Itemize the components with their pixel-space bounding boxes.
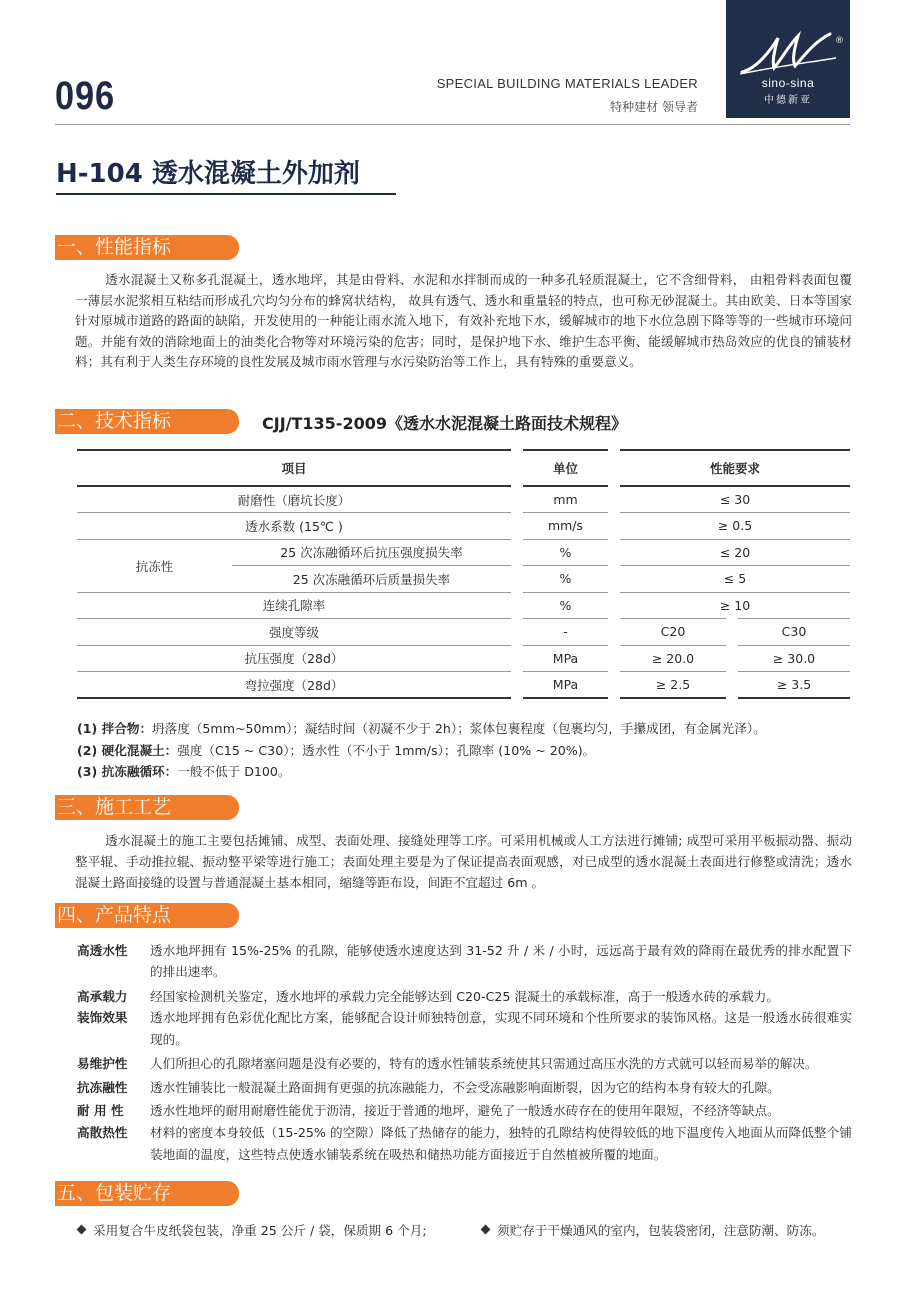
section-heading-packaging: 五、包装贮存 — [55, 1181, 239, 1206]
header-divider — [55, 124, 850, 125]
feature-key: 耐 用 性 — [77, 1102, 124, 1118]
logo-text-en: sino-sina — [761, 76, 815, 90]
feature-item — [77, 1053, 852, 1074]
page-number: 096 — [55, 74, 115, 118]
feature-key: 易维护性 — [77, 1056, 128, 1072]
feature-text: 经国家检测机关鉴定，透水地坪的承载力完全能够达到 C20-C25 混凝土的承载标准，高于一般透水砖的承载力。 — [150, 988, 779, 1004]
cell-requirement: ≥ 0.5 — [614, 513, 850, 540]
note-item — [77, 761, 852, 783]
feature-item — [77, 940, 852, 983]
note-label: (2) 硬化混凝土： — [77, 742, 178, 758]
table-header-row — [77, 450, 850, 486]
note-label: (3) 抗冻融循环： — [77, 764, 178, 779]
spec-table — [77, 449, 850, 699]
cell-item: 弯拉强度（28d） — [77, 672, 517, 699]
cell-c20: ≥ 20.0 — [614, 645, 732, 672]
cell-item: 抗压强度（28d） — [77, 645, 517, 672]
table-row — [77, 672, 850, 699]
note-label: (1) 拌合物： — [77, 721, 153, 736]
table-row — [77, 486, 850, 513]
title-underline — [56, 193, 396, 195]
tagline-cn: 特种建材 领导者 — [610, 100, 698, 114]
feature-text: 材料的密度本身较低（15-25% 的空隙）降低了热储存的能力，独特的孔隙结构使得较低的地下温度传入地面从而降低整个铺装地面的温度，这些特点使透水铺装系统在吸热和储热功能方面接近于自然植被所覆的地面。 — [150, 1125, 852, 1162]
cell-unit: - — [517, 619, 614, 646]
notes-block — [77, 718, 852, 783]
features-list — [77, 940, 852, 1165]
cell-unit: % — [517, 566, 614, 593]
cell-unit: MPa — [517, 645, 614, 672]
packaging-item — [78, 1220, 427, 1239]
feature-text: 透水性铺装比一般混凝土路面拥有更强的抗冻融能力，不会受冻融影响面断裂，因为它的结构本身有较大的孔隙。 — [150, 1080, 780, 1096]
brand-logo — [726, 0, 850, 118]
bullet-diamond-icon — [77, 1225, 87, 1235]
logo-text-cn: 中德新亚 — [764, 95, 812, 106]
feature-item — [77, 1077, 852, 1098]
performance-paragraph: 透水混凝土又称多孔混凝土，透水地坪，其是由骨料、水泥和水拌制而成的一种多孔轻质混凝土，它不含细骨料， 由粗骨料表面包覆一薄层水泥浆相互粘结而形成孔穴均匀分布的蜂窝状结构， 故具有透气、透水和重量轻的特点，也可称无砂混凝土。其由欧美、日本等国家针对原城市道路的路面的缺陷，开发使用的一种能让雨水流入地下，有效补充地下水，缓解城市的地下水位急剧下降等等的一些城市环境问题。并能有效的消除地面上的油类化合物等对环境污染的危害；同时，是保护地下水、维护生态平衡、能缓解城市热岛效应的优良的铺装材料；其有利于人类生存环境的良性发展及城市雨水管理与水污染防治等工作上，具有特殊的重要意义。 — [75, 272, 852, 369]
cell-unit: mm/s — [517, 513, 614, 540]
note-text: 强度（C15 ~ C30）；透水性（不小于 1mm/s）；孔隙率 (10% ~ 20%)。 — [177, 742, 596, 758]
header-requirement: 性能要求 — [614, 450, 850, 486]
section-heading-performance: 一、性能指标 — [55, 235, 239, 260]
cell-c30: ≥ 30.0 — [732, 645, 850, 672]
cell-unit: mm — [517, 486, 614, 513]
packaging-text: 须贮存于干燥通风的室内，包装袋密闭，注意防潮、防冻。 — [497, 1223, 825, 1238]
table-row — [77, 645, 850, 672]
feature-item — [77, 1007, 852, 1050]
feature-key: 高透水性 — [77, 943, 128, 958]
cell-c20: C20 — [614, 619, 732, 646]
bullet-diamond-icon — [481, 1225, 491, 1235]
standard-title: CJJ/T135-2009《透水水泥混凝土路面技术规程》 — [262, 414, 627, 433]
cell-requirement: ≤ 30 — [614, 486, 850, 513]
note-text: 坍落度（5mm~50mm）；凝结时间（初凝不少于 2h）；浆体包裹程度（包裹均匀，手攥成团，有金属光泽）。 — [152, 721, 766, 736]
cell-frost-group: 抗冻性 — [77, 539, 232, 592]
cell-requirement: ≤ 20 — [614, 539, 850, 566]
feature-text: 透水地坪拥有 15%-25% 的孔隙，能够使透水速度达到 31-52 升 / 米 / 小时，远远高于最有效的降雨在最优秀的排水配置下的排出速率。 — [150, 943, 852, 980]
feature-text: 透水地坪拥有色彩优化配比方案，能够配合设计师独特创意，实现不同环境和个性所要求的装饰风格。这是一般透水砖很难实现的。 — [150, 1010, 852, 1047]
note-item — [77, 718, 852, 740]
cell-item: 25 次冻融循环后抗压强度损失率 — [232, 539, 517, 566]
feature-text: 人们所担心的孔隙堵塞问题是没有必要的，特有的透水性铺装系统使其只需通过高压水洗的方式就可以轻而易举的解决。 — [150, 1056, 818, 1072]
cell-item: 强度等级 — [77, 619, 517, 646]
cell-item: 连续孔隙率 — [77, 592, 517, 619]
cell-requirement: ≥ 10 — [614, 592, 850, 619]
header-unit: 单位 — [517, 450, 614, 486]
cell-unit: % — [517, 592, 614, 619]
feature-item — [77, 1122, 852, 1165]
feature-item — [77, 1100, 852, 1121]
cell-c20: ≥ 2.5 — [614, 672, 732, 699]
feature-key: 高散热性 — [77, 1125, 128, 1141]
logo-mark-icon — [738, 28, 838, 76]
tagline-en: SPECIAL BUILDING MATERIALS LEADER — [436, 76, 698, 91]
cell-item: 透水系数 (15℃ ) — [77, 513, 517, 540]
section-heading-features: 四、产品特点 — [55, 903, 239, 928]
table-row — [77, 592, 850, 619]
section-heading-construction: 三、施工工艺 — [55, 795, 239, 820]
note-text: 一般不低于 D100。 — [177, 764, 291, 779]
table-row — [77, 513, 850, 540]
cell-item: 25 次冻融循环后质量损失率 — [232, 566, 517, 593]
note-item — [77, 740, 852, 762]
packaging-item — [482, 1220, 824, 1239]
section-heading-technical: 二、技术指标 — [55, 409, 239, 434]
cell-c30: ≥ 3.5 — [732, 672, 850, 699]
cell-unit: % — [517, 539, 614, 566]
registered-mark: ® — [835, 36, 844, 46]
packaging-text: 采用复合牛皮纸袋包装，净重 25 公斤 / 袋，保质期 6 个月; — [93, 1223, 427, 1238]
cell-c30: C30 — [732, 619, 850, 646]
cell-unit: MPa — [517, 672, 614, 699]
feature-key: 抗冻融性 — [77, 1080, 128, 1096]
page-title: H-104 透水混凝土外加剂 — [56, 159, 360, 189]
feature-item — [77, 986, 852, 1007]
cell-item: 耐磨性（磨坑长度） — [77, 486, 517, 513]
table-row — [77, 539, 850, 566]
feature-text: 透水性地坪的耐用耐磨性能优于沥清，接近于普通的地坪，避免了一般透水砖存在的使用年限短，不经济等缺点。 — [150, 1102, 780, 1118]
construction-paragraph: 透水混凝土的施工主要包括摊铺、成型、表面处理、接缝处理等工序。可采用机械或人工方法进行摊铺; 成型可采用平板振动器、振动整平辊、手动推拉辊、振动整平梁等进行施工；表面处理主要是为了保证提高表面观感，对已成型的透水混凝土表面进行修整或清洗；透水混凝土路面接缝的设置与普通混凝土基本相同，缩缝等距布设，间距不宜超过 6m 。 — [75, 833, 852, 890]
feature-key: 高承载力 — [77, 988, 128, 1004]
header-item: 项目 — [77, 450, 517, 486]
table-row — [77, 619, 850, 646]
cell-requirement: ≤ 5 — [614, 566, 850, 593]
feature-key: 装饰效果 — [77, 1010, 128, 1026]
